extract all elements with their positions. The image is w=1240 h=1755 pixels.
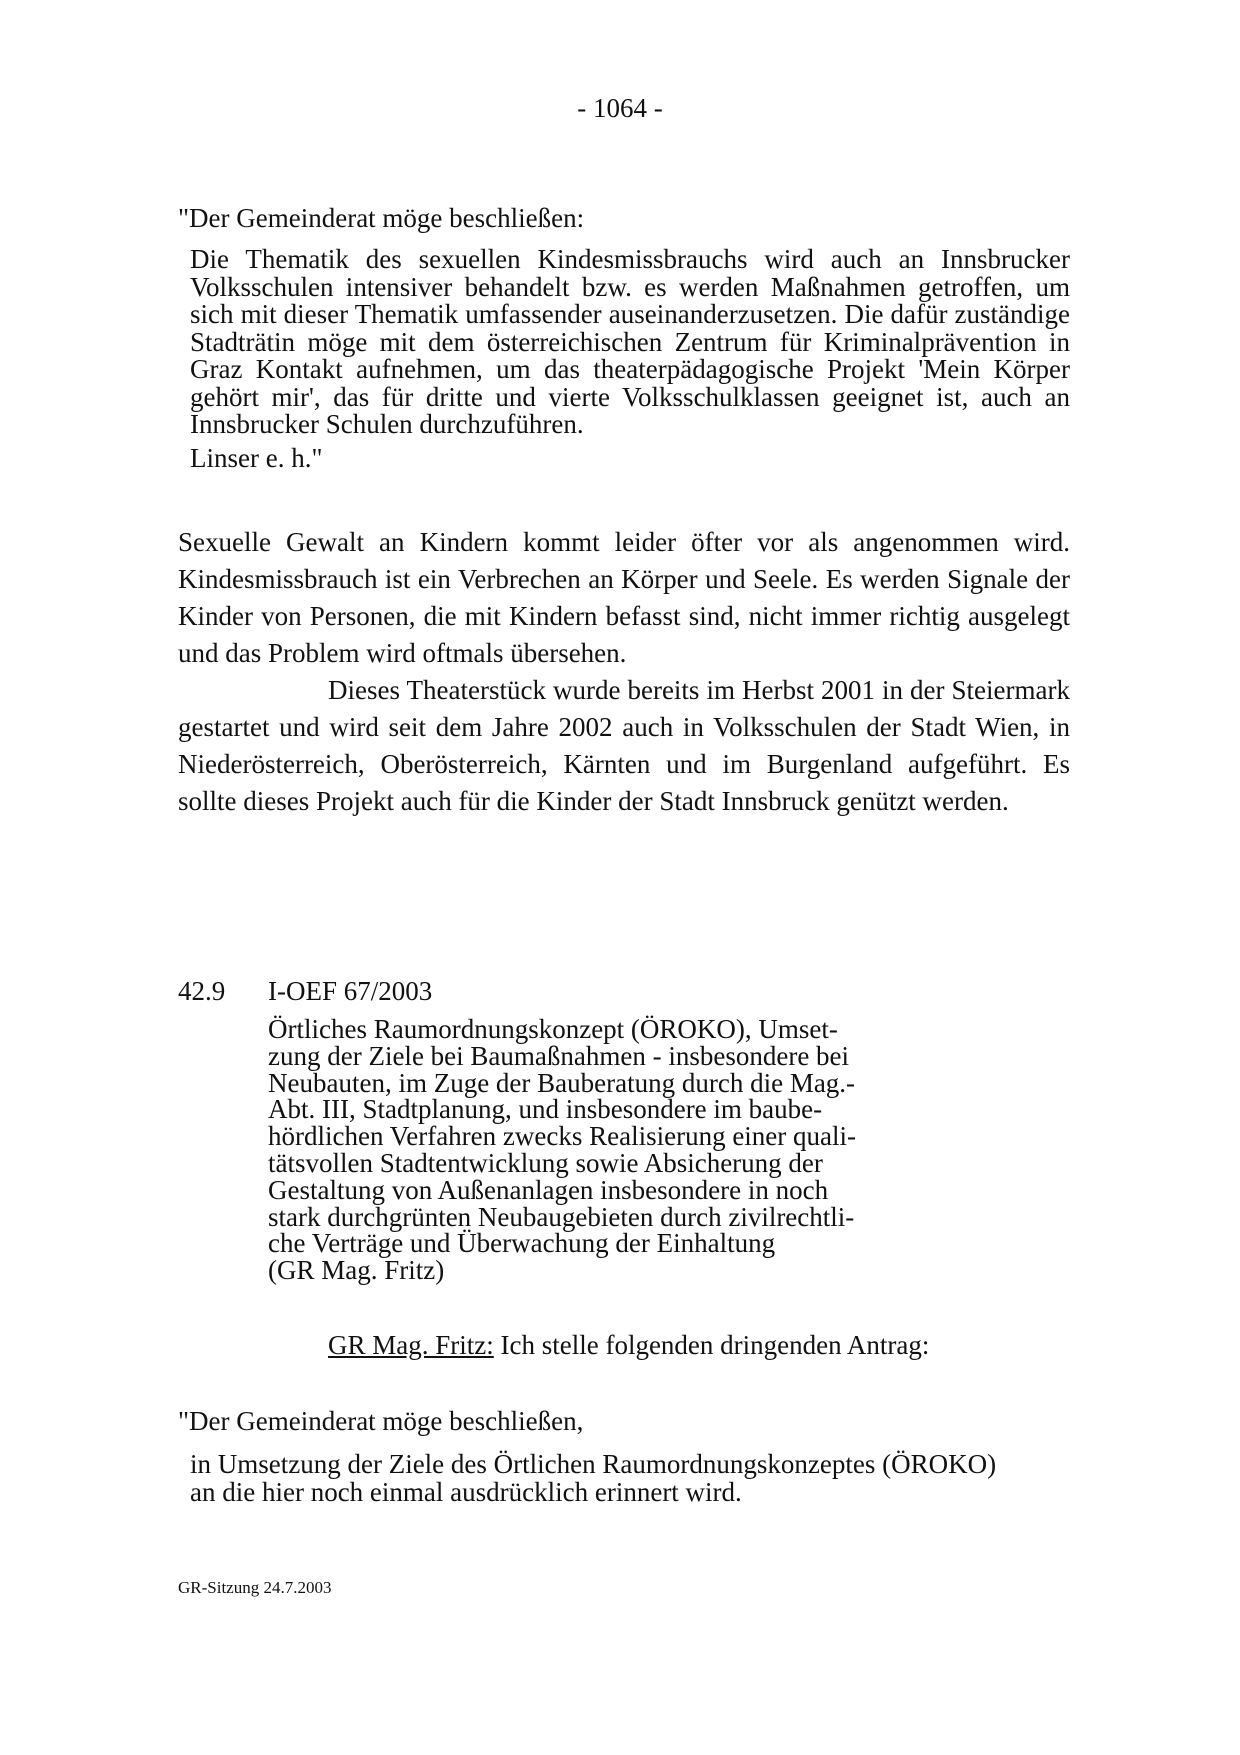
agenda-title-line: (GR Mag. Fritz)	[268, 1255, 445, 1286]
agenda-title-line: zung der Ziele bei Baumaßnahmen - insbesondere bei	[268, 1040, 850, 1071]
motion2-body	[190, 1450, 1070, 1506]
motion2-body-line: an die hier noch einmal ausdrücklich erinnert wird.	[190, 1477, 742, 1507]
agenda-item-title	[268, 1016, 908, 1284]
motion2-body-line: in Umsetzung der Ziele des Örtlichen Raumordnungskonzeptes (ÖROKO)	[190, 1449, 997, 1479]
agenda-title-line: tätsvollen Stadtentwicklung sowie Absicherung der	[268, 1147, 823, 1178]
motion-signature: Linser e. h."	[190, 443, 323, 473]
motion-body: Die Thematik des sexuellen Kindesmissbrauchs wird auch an Innsbrucker Volksschulen intensiver behandelt bzw. es werden Maßnahmen getroffen, um sich mit dieser Thematik umfassender auseinanderzusetzen. Die dafür zuständige Stadträtin möge mit dem österreichischen Zentrum für Kriminalprävention in Graz Kontakt aufnehmen, um das theaterpädagogische Projekt 'Mein Körper gehört mir', das für dritte und vierte Volksschulklassen geeignet ist, auch an Innsbrucker Schulen durchzuführen.	[190, 244, 1070, 439]
agenda-title-line: Neubauten, im Zuge der Bauberatung durch die Mag.-	[268, 1067, 856, 1098]
agenda-title-line: che Verträge und Überwachung der Einhaltung	[268, 1228, 776, 1259]
agenda-item-number: 42.9	[178, 976, 226, 1006]
motion-intro: "Der Gemeinderat möge beschließen:	[178, 203, 585, 233]
speaker-name: GR Mag. Fritz:	[328, 1330, 494, 1360]
agenda-item-reference: I-OEF 67/2003	[268, 976, 433, 1006]
motion2-intro: "Der Gemeinderat möge beschließen,	[178, 1406, 584, 1436]
page-number: - 1064 -	[577, 93, 663, 123]
justification-paragraph-1: Sexuelle Gewalt an Kindern kommt leider öfter vor als angenommen wird. Kindesmissbrauch ist ein Verbrechen an Körper und Seele. Es werden Signale der Kinder von Personen, die mit Kindern befasst sind, nicht immer richtig ausgelegt und das Problem wird oftmals übersehen.	[178, 527, 1070, 668]
footer-session: GR-Sitzung 24.7.2003	[178, 1578, 332, 1597]
agenda-title-line: Örtliches Raumordnungskonzept (ÖROKO), Umset-	[268, 1014, 838, 1044]
statement-text: Ich stelle folgenden dringenden Antrag:	[493, 1330, 930, 1360]
agenda-title-line: Abt. III, Stadtplanung, und insbesondere im baube-	[268, 1094, 823, 1125]
justification-paragraph-2: Dieses Theaterstück wurde bereits im Herbst 2001 in der Steiermark gestartet und wird seit dem Jahre 2002 auch in Volksschulen der Stadt Wien, in Niederösterreich, Oberösterreich, Kärnten und im Burgenland aufgeführt. Es sollte dieses Projekt auch für die Kinder der Stadt Innsbruck genützt werden.	[178, 675, 1070, 816]
agenda-title-line: hördlichen Verfahren zwecks Realisierung einer quali-	[268, 1121, 857, 1152]
agenda-title-line: Gestaltung von Außenanlagen insbesondere in noch	[268, 1174, 829, 1205]
statement	[328, 1330, 929, 1361]
agenda-title-line: stark durchgrünten Neubaugebieten durch zivilrechtli-	[268, 1201, 855, 1232]
